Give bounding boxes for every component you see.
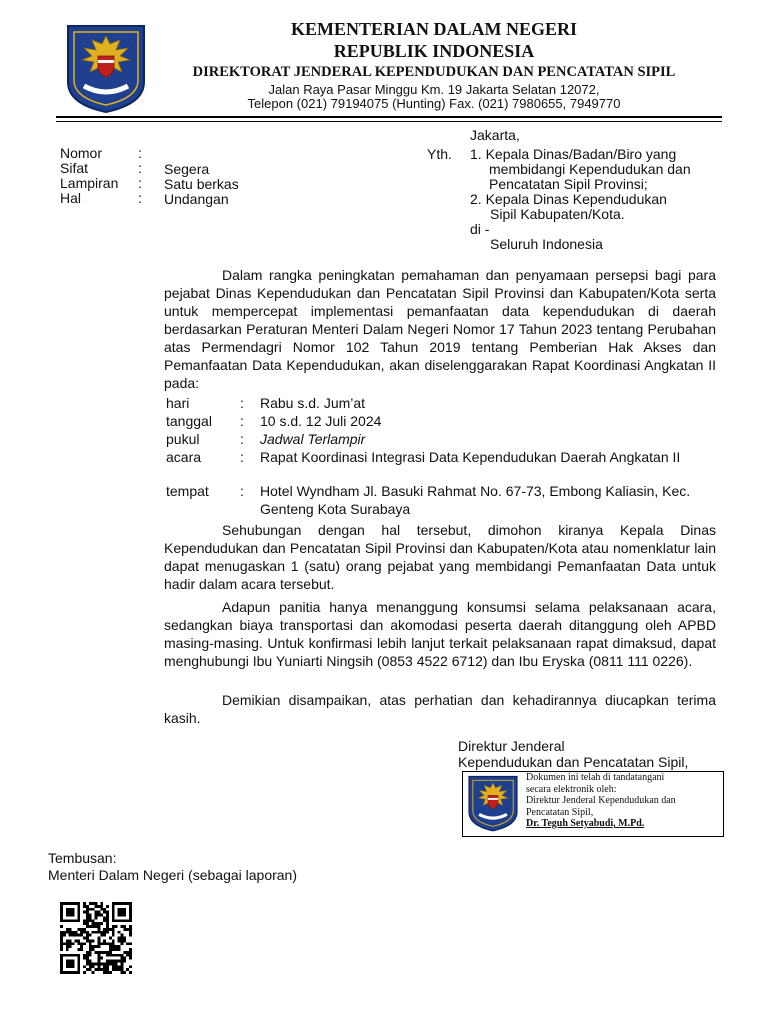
body-paragraph-2 [164,521,716,593]
e-signature-line-2: secara elektronik oleh: [526,783,617,795]
pukul-colon: : [240,431,244,447]
yth-label: Yth. [427,146,452,162]
e-signature-emblem-logo [466,774,520,832]
sifat-colon: : [138,160,142,176]
tanggal-value: 10 s.d. 12 Juli 2024 [260,413,382,429]
letterhead-line2: REPUBLIK INDONESIA [333,41,535,61]
tanggal-colon: : [240,413,244,429]
tempat-label: tempat [166,483,209,499]
hal-colon: : [138,190,142,206]
garuda-emblem-logo [64,22,148,114]
e-signature-line-4: Pencatatan Sipil, [526,806,594,818]
acara-colon: : [240,449,244,465]
tanggal-label: tanggal [166,413,212,429]
acara-label: acara [166,449,202,465]
body-paragraph-4-text: Demikian disampaikan, atas perhatian dan kehadirannya diucapkan terima kasih. [164,692,716,726]
lampiran-label: Lampiran [60,175,119,191]
e-signature-name: Dr. Teguh Setyabudi, M.Pd. [526,818,645,829]
cc-label: Tembusan: [48,850,117,866]
place-date: Jakarta, [470,127,520,143]
lampiran-colon: : [138,175,142,191]
e-signature-text [526,772,722,830]
recipient-2-line1: 2. Kepala Dinas Kependudukan [470,191,667,207]
letterhead-line3: DIREKTORAT JENDERAL KEPENDUDUKAN DAN PENCATATAN SIPIL [192,64,676,80]
signatory-title-1: Direktur Jenderal [458,738,565,754]
letterhead-rule-thin [56,121,722,122]
e-signature-line-3: Direktur Jenderal Kependudukan dan [526,795,676,806]
recipient-1-line1: 1. Kepala Dinas/Badan/Biro yang [470,146,677,162]
body-paragraph-1 [164,266,716,392]
letterhead-address: Jalan Raya Pasar Minggu Km. 19 Jakarta Selatan 12072, [268,82,600,97]
acara-value: Rapat Koordinasi Integrasi Data Kependudukan Daerah Angkatan II [260,449,681,465]
e-signature-line-1: Dokumen ini telah di tandatangani [526,772,665,783]
signatory-title-2: Kependudukan dan Pencatatan Sipil, [458,754,689,770]
hal-label: Hal [60,190,82,206]
body-paragraph-4 [164,691,716,727]
letterhead-phone: Telepon (021) 79194075 (Hunting) Fax. (021) 7980655, 7949770 [247,96,621,111]
hari-label: hari [166,395,190,411]
di-label: di - [470,221,490,237]
body-paragraph-2-text: Sehubungan dengan hal tersebut, dimohon kiranya Kepala Dinas Kependudukan dan Pencatatan Sipil Provinsi dan Kabupaten/Kota atau nomenklatur lain dapat menugaskan 1 (satu) orang pejabat yang membidangi Pemanfaatan Data untuk hadir dalam acara tersebut. [164,522,716,592]
recipient-2-line2: Sipil Kabupaten/Kota. [490,206,625,222]
body-paragraph-3-text: Adapun panitia hanya menanggung konsumsi selama pelaksanaan acara, sedangkan biaya transportasi dan akomodasi peserta daerah ditanggung oleh APBD masing-masing. Untuk konfirmasi lebih lanjut terkait pelaksanaan rapat dimaksud, dapat menghubungi Ibu Yuniarti Ningsih (0853 4522 6712) dan Ibu Eryska (0811 111 0226). [164,599,716,669]
pukul-value: Jadwal Terlampir [260,431,366,447]
lampiran-value: Satu berkas [164,176,239,192]
cc-item-1: Menteri Dalam Negeri (sebagai laporan) [48,867,298,883]
tempat-colon: : [240,483,244,499]
sifat-value: Segera [164,161,210,177]
sifat-label: Sifat [60,160,89,176]
letterhead-line1: KEMENTERIAN DALAM NEGERI [290,19,578,39]
letterhead-rule-thick [56,116,722,118]
hal-value: Undangan [164,191,229,207]
nomor-colon: : [138,145,142,161]
qr-code [60,902,132,974]
hari-colon: : [240,395,244,411]
body-paragraph-1-text: Dalam rangka peningkatan pemahaman dan penyamaan persepsi bagi para pejabat Dinas Kependudukan dan Pencatatan Sipil Provinsi dan Kabupaten/Kota serta untuk mempercepat implementasi pemanfaatan data kependudukan di daerah berdasarkan Peraturan Menteri Dalam Negeri Nomor 17 Tahun 2023 tentang Perubahan atas Permendagri Nomor 102 Tahun 2019 tentang Pemberian Hak Akses dan Pemanfaatan Data Kependudukan, akan diselenggarakan Rapat Koordinasi Angkatan II pada: [164,267,716,391]
body-paragraph-3 [164,598,716,670]
recipient-1-line2: membidangi Kependudukan dan [489,161,691,177]
nomor-label: Nomor [60,145,103,161]
recipient-location: Seluruh Indonesia [490,236,603,252]
recipient-1-line3: Pencatatan Sipil Provinsi; [489,176,648,192]
hari-value: Rabu s.d. Jum’at [260,395,366,411]
pukul-label: pukul [166,431,200,447]
tempat-value: Hotel Wyndham Jl. Basuki Rahmat No. 67-73, Embong Kaliasin, Kec. Genteng Kota Surabaya [260,483,691,517]
